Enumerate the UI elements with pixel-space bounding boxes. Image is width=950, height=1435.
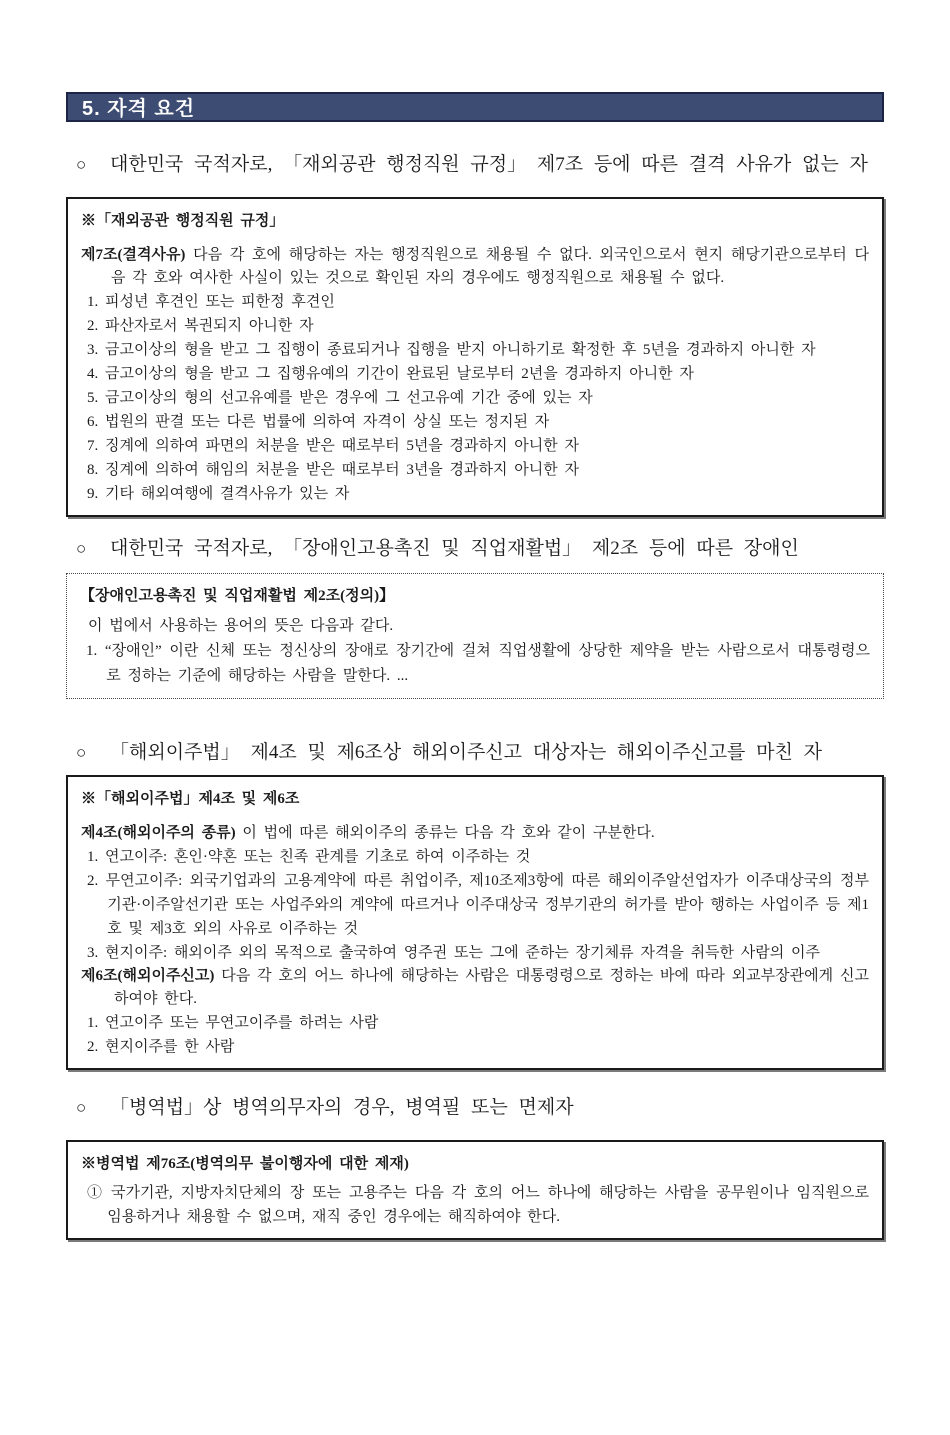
requirement-item-emigration: [66, 737, 884, 768]
disqualification-item: 6. 법원의 판결 또는 다른 법률에 의하여 자격이 상실 또는 정지된 자: [87, 414, 550, 430]
disqualification-item: 2. 파산자로서 복권되지 아니한 자: [87, 318, 314, 334]
disqualification-item: 4. 금고이상의 형을 받고 그 집행유예의 기간이 완료된 날로부터 2년을 경과하지 아니한 자: [87, 366, 694, 382]
disqualification-item: 7. 징계에 의하여 파면의 처분을 받은 때로부터 5년을 경과하지 아니한 자: [87, 438, 579, 454]
emigration-type-item: 1. 연고이주: 혼인·약혼 또는 친족 관계를 기초로 하여 이주하는 것: [87, 849, 531, 865]
law-box-military-service: [66, 1140, 884, 1240]
law-box-disability-employment: [66, 573, 884, 699]
requirement-text: 「병역법」상 병역의무자의 경우, 병역필 또는 면제자: [110, 1097, 574, 1118]
regulation-box-mission-staff: [66, 197, 884, 517]
requirement-item-nationality: [66, 149, 884, 180]
law-box-title: ※병역법 제76조(병역의무 불이행자에 대한 제재): [81, 1156, 409, 1172]
disqualification-item: 3. 금고이상의 형을 받고 그 집행이 종료되거나 집행을 받지 아니하기로 확정한 후 5년을 경과하지 아니한 자: [87, 342, 816, 358]
definition-item: 1. “장애인” 이란 신체 또는 정신상의 장애로 장기간에 걸쳐 직업생활에 상당한 제약을 받는 사람으로서 대통령령으로 정하는 기준에 해당하는 사람을 말한다. ...: [86, 643, 870, 684]
article6-label: 제6조(해외이주신고): [81, 968, 215, 984]
circle-bullet-icon: ○: [76, 155, 87, 174]
emigration-type-item: 2. 무연고이주: 외국기업과의 고용계약에 따른 취업이주, 제10조제3항에 따른 해외이주알선업자가 이주대상국의 정부기관·이주알선기관 또는 사업주와의 계약에 따르거나 이주대상국 정부기관의 허가를 받아 행하는 사업이주 등 제1호 및 제3호 외의 사유로 이주하는 것: [87, 873, 869, 937]
article4-label: 제4조(해외이주의 종류): [81, 825, 236, 841]
article4-text: 이 법에 따른 해외이주의 종류는 다음 각 호와 같이 구분한다.: [235, 825, 655, 841]
circle-bullet-icon: ○: [76, 539, 87, 558]
emigration-type-item: 3. 현지이주: 해외이주 외의 목적으로 출국하여 영주권 또는 그에 준하는 장기체류 자격을 취득한 사람의 이주: [87, 945, 820, 961]
law-box-emigration-act: [66, 775, 884, 1070]
disqualification-item: 5. 금고이상의 형의 선고유예를 받은 경우에 그 선고유예 기간 중에 있는 자: [87, 390, 593, 406]
requirement-text: 「해외이주법」 제4조 및 제6조상 해외이주신고 대상자는 해외이주신고를 마친 자: [110, 742, 822, 763]
disqualification-item: 9. 기타 해외여행에 결격사유가 있는 자: [87, 486, 350, 502]
law-box-title: ※「해외이주법」제4조 및 제6조: [81, 791, 300, 807]
requirement-text: 대한민국 국적자로, 「재외공관 행정직원 규정」 제7조 등에 따른 결격 사유가 없는 자: [110, 154, 868, 175]
disqualification-item: 1. 피성년 후견인 또는 피한정 후견인: [87, 294, 335, 310]
regulation-box-title: ※「재외공관 행정직원 규정」: [81, 213, 285, 229]
document-page: [0, 92, 950, 1435]
article7-label: 제7조(결격사유): [81, 247, 186, 263]
requirement-text: 대한민국 국적자로, 「장애인고용촉진 및 직업재활법」 제2조 등에 따른 장애인: [110, 538, 799, 559]
requirement-item-military: [66, 1092, 884, 1123]
content-column: [66, 92, 884, 1240]
article7-intro: [81, 244, 869, 290]
report-subject-item: 1. 연고이주 또는 무연고이주를 하려는 사람: [87, 1015, 379, 1031]
circle-bullet-icon: ○: [76, 1098, 87, 1117]
law-box-title: 【장애인고용촉진 및 직업재활법 제2조(정의)】: [80, 588, 395, 604]
article6-intro: [81, 965, 869, 1011]
section-title-bar: [66, 92, 884, 122]
sanction-item: ① 국가기관, 지방자치단체의 장 또는 고용주는 다음 각 호의 어느 하나에 해당하는 사람을 공무원이나 임직원으로 임용하거나 채용할 수 없으며, 재직 중인 경우에는 해직하여야 한다.: [87, 1185, 869, 1225]
definition-intro: 이 법에서 사용하는 용어의 뜻은 다음과 같다.: [88, 618, 394, 634]
section-title: 5. 자격 요건: [82, 98, 196, 120]
report-subject-item: 2. 현지이주를 한 사람: [87, 1039, 235, 1055]
article4-intro: [81, 822, 869, 845]
article7-text: 다음 각 호에 해당하는 자는 행정직원으로 채용될 수 없다. 외국인으로서 현지 해당기관으로부터 다음 각 호와 여사한 사실이 있는 것으로 확인된 자의 경우에도 행정직원으로 채용될 수 없다.: [111, 247, 869, 286]
circle-bullet-icon: ○: [76, 743, 87, 762]
requirement-item-disability: [66, 533, 884, 564]
disqualification-item: 8. 징계에 의하여 해임의 처분을 받은 때로부터 3년을 경과하지 아니한 자: [87, 462, 579, 478]
article6-text: 다음 각 호의 어느 하나에 해당하는 사람은 대통령령으로 정하는 바에 따라 외교부장관에게 신고하여야 한다.: [114, 968, 869, 1007]
